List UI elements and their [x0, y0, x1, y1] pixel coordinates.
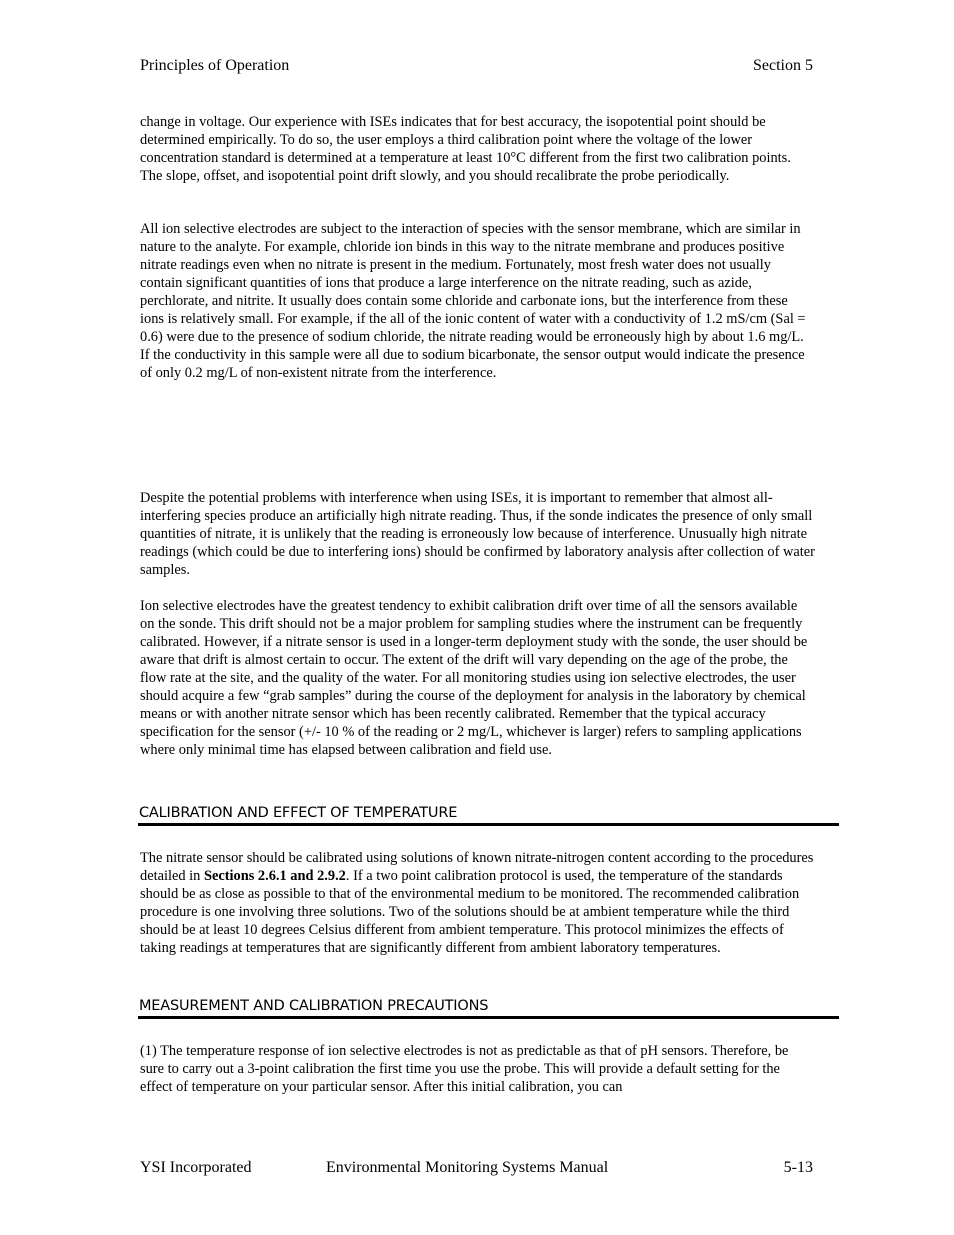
heading-rule — [138, 823, 839, 826]
calibration-text-start: The nitrate sensor should be calibrated using solutions of known nitrate-nitrogen content according to the procedures detailed in — [140, 850, 814, 884]
running-header-section: Section 5 — [753, 57, 813, 74]
running-header-title: Principles of Operation — [140, 57, 290, 74]
section-heading-calibration: CALIBRATION AND EFFECT OF TEMPERATURE — [139, 805, 458, 821]
section-heading-precautions: MEASUREMENT AND CALIBRATION PRECAUTIONS — [139, 998, 489, 1014]
section-reference: Sections 2.6.1 and 2.9.2 — [203, 868, 346, 884]
paragraph-high-readings: Despite the potential problems with interference when using ISEs, it is important to remember that almost all-interfering species produce an artificially high nitrate reading. Thus, if the sonde indicates the presence of only small quantities of nitrate, it is unlikely that the reading is erroneously low because of interference. Unusually high nitrate readings (which could be due to interfering ions) should be confirmed by laboratory analysis after collection of water samples. — [140, 490, 815, 578]
heading-rule — [138, 1016, 839, 1019]
page-number: 5-13 — [783, 1159, 813, 1176]
paragraph-isopotential: change in voltage. Our experience with ISEs indicates that for best accuracy, the isopotential point should be determined empirically. To do so, the user employs a third calibration point where the voltage of the lower concentration standard is determined at a temperature at least 10°C different from the first two calibration points. The slope, offset, and isopotential point drift slowly, and you should recalibrate the probe periodically. — [140, 114, 791, 184]
paragraph-precaution-1: (1) The temperature response of ion selective electrodes is not as predictable as that of pH sensors. Therefore, be sure to carry out a 3-point calibration the first time you use the probe. This will provide a default setting for the effect of temperature on your particular sensor. After this initial calibration, you can — [140, 1043, 789, 1095]
paragraph-calibration-procedure — [140, 849, 815, 957]
paragraph-calibration-drift: Ion selective electrodes have the greatest tendency to exhibit calibration drift over time of all the sensors available on the sonde. This drift should not be a major problem for sampling studies where the instrument can be frequently calibrated. However, if a nitrate sensor is used in a longer-term deployment study with the sonde, the user should be aware that drift is almost certain to occur. The extent of the drift will vary depending on the age of the probe, the flow rate at the site, and the quality of the water. For all monitoring studies using ion selective electrodes, the user should acquire a few “grab samples” during the course of the deployment for analysis in the laboratory by chemical means or with another nitrate sensor which has been recently calibrated. Remember that the typical accuracy specification for the sensor (+/- 10 % of the reading or 2 mg/L, whichever is larger) refers to sampling applications where only minimal time has elapsed between calibration and field use. — [140, 598, 808, 758]
footer-company: YSI Incorporated — [140, 1159, 252, 1176]
footer-manual-title: Environmental Monitoring Systems Manual — [326, 1159, 609, 1176]
paragraph-interference: All ion selective electrodes are subject to the interaction of species with the sensor membrane, which are similar in nature to the analyte. For example, chloride ion binds in this way to the nitrate membrane and produces positive nitrate readings even when no nitrate is present in the medium. Fortunately, most fresh water does not usually contain significant quantities of ions that produce a large interference on the nitrate reading, such as azide, perchlorate, and nitrite. It usually does contain some chloride and carbonate ions, but the interference from these ions is relatively small. For example, if the all of the ionic content of water with a conductivity of 1.2 mS/cm (Sal = 0.6) were due to the presence of sodium chloride, the nitrate reading would be erroneously high by about 1.6 mg/L. If the conductivity in this sample were all due to sodium bicarbonate, the sensor output would indicate the presence of only 0.2 mg/L of non-existent nitrate from the interference. — [140, 221, 806, 381]
calibration-text-end: . If a two point calibration protocol is used, the temperature of the standards should be as close as possible to that of the environmental medium to be monitored. The recommended calibration procedure is one involving three solutions. Two of the solutions should be at ambient temperature while the third should be at least 10 degrees Celsius different from ambient temperature. This protocol minimizes the effects of taking readings at temperatures that are significantly different from ambient laboratory temperatures. — [140, 868, 800, 956]
